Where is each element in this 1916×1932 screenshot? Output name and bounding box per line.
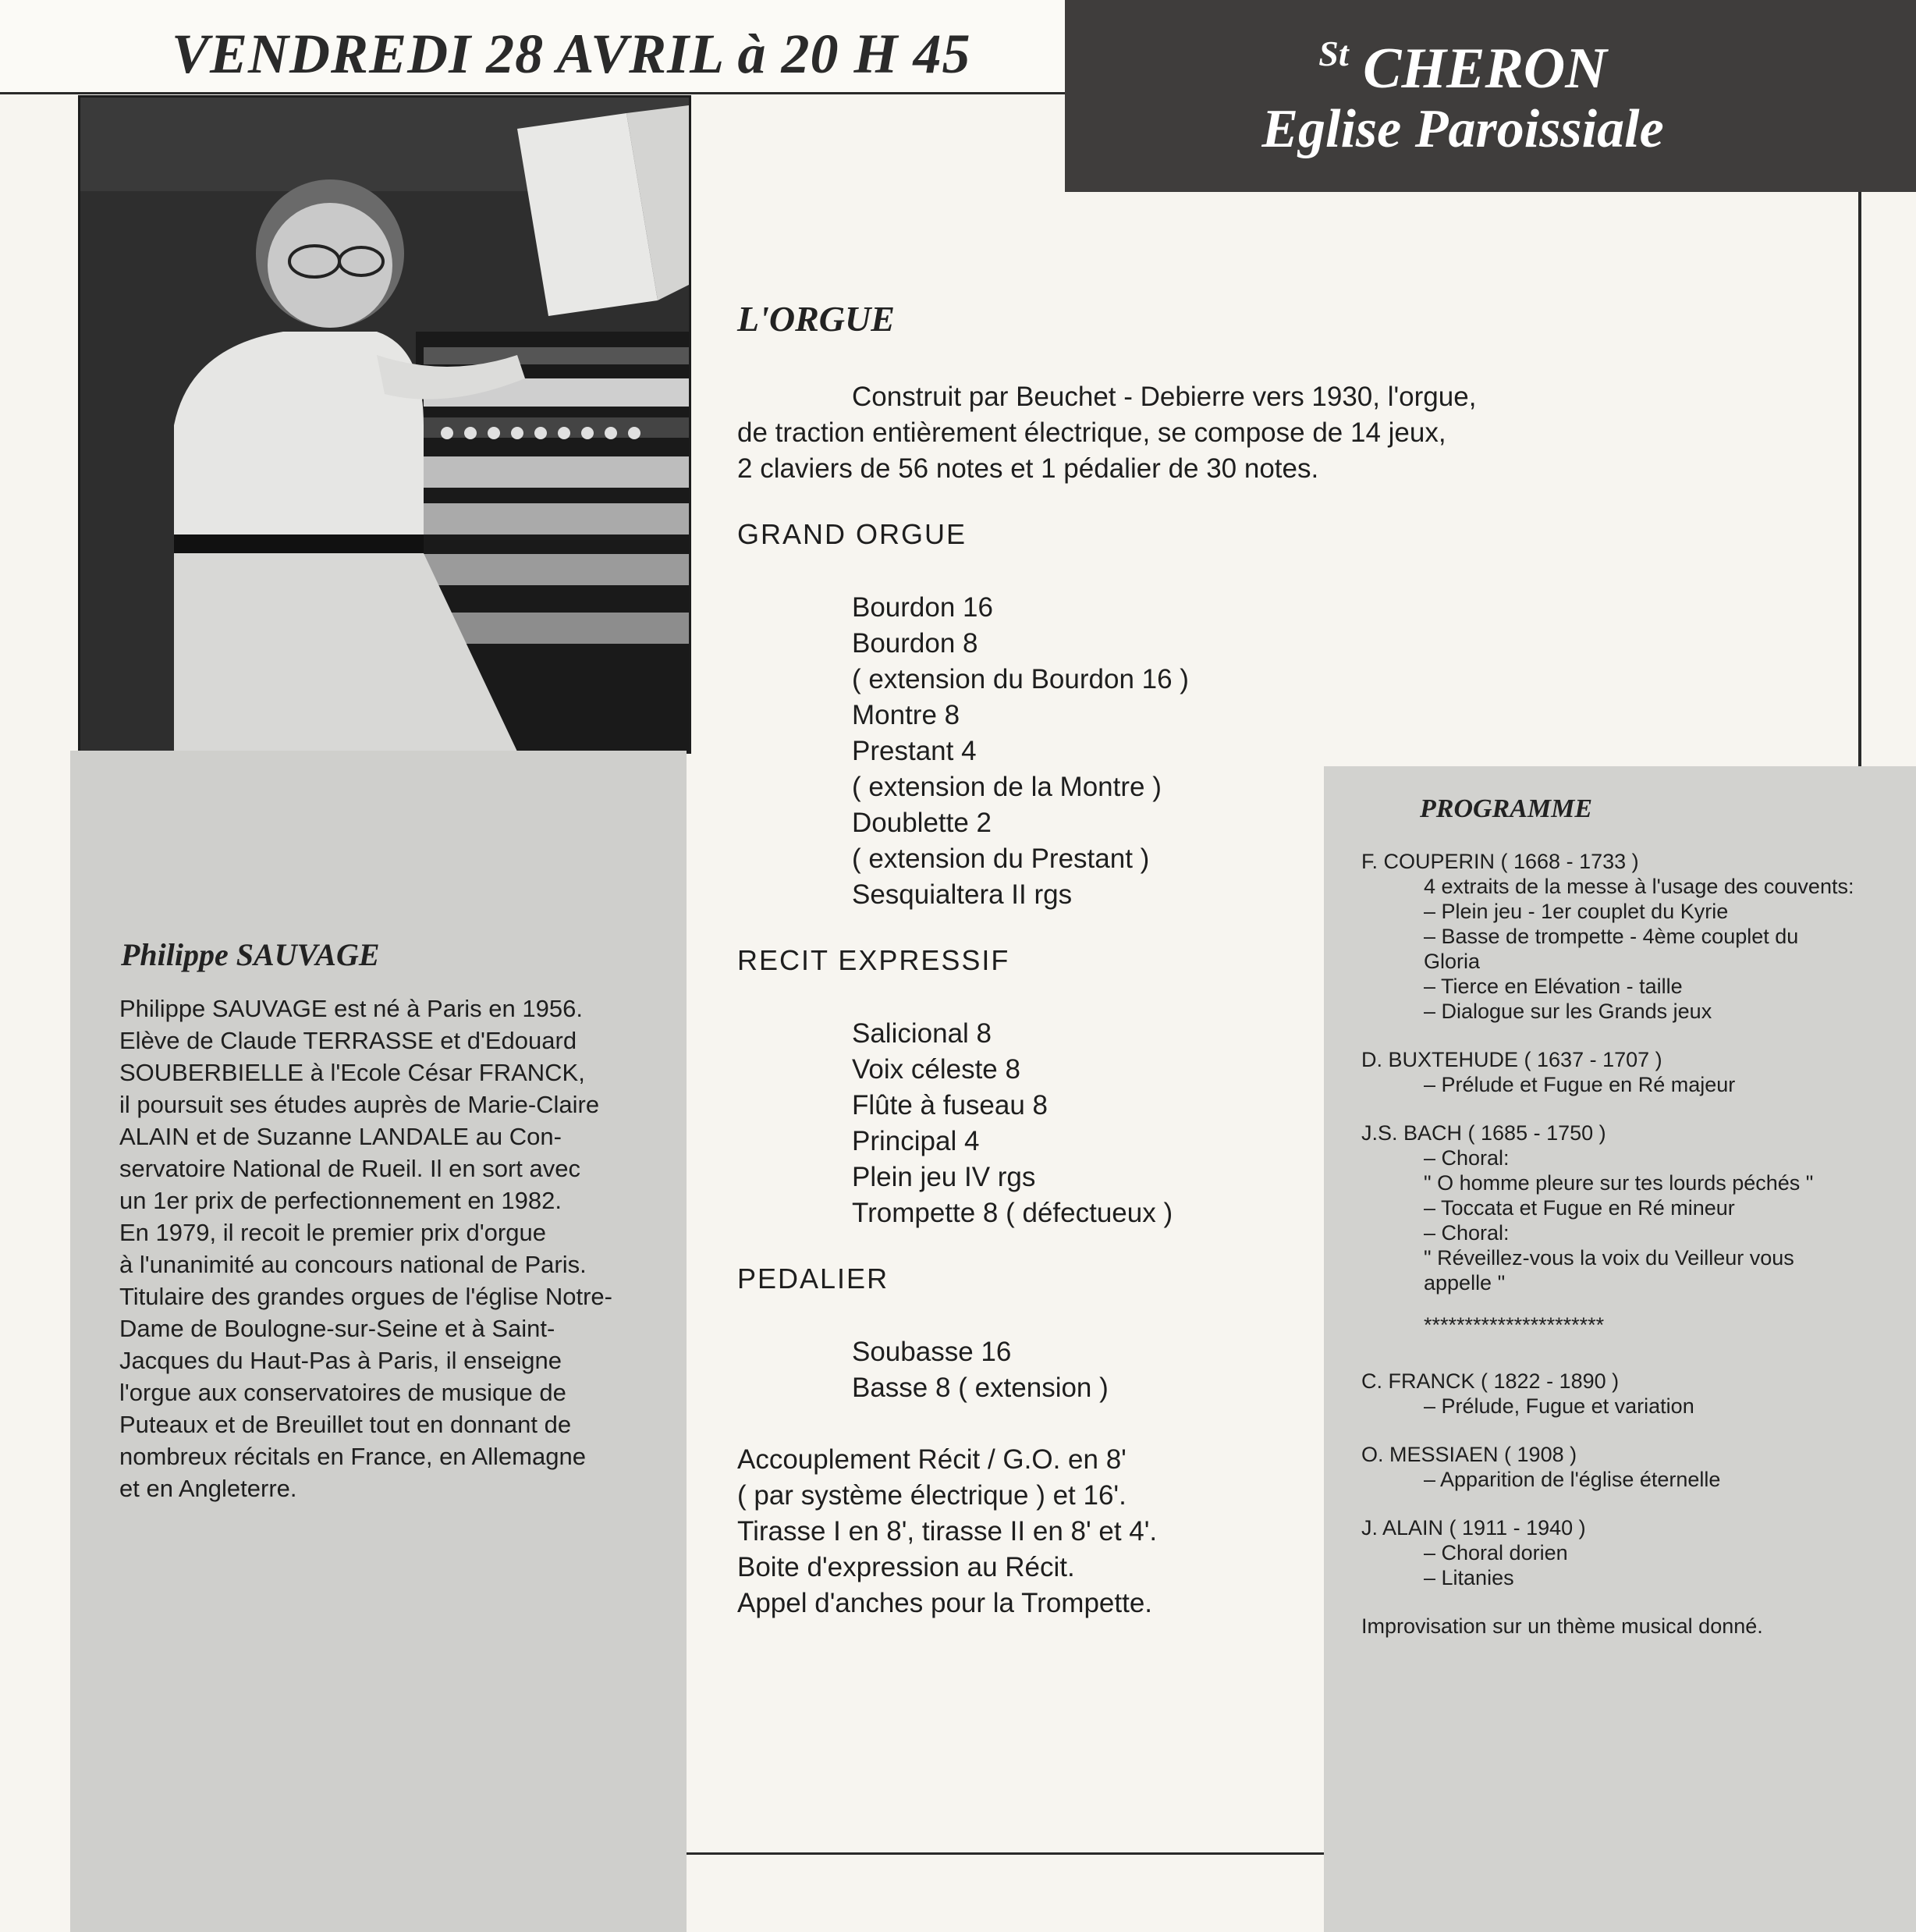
organ-note: Tirasse I en 8', tirasse II en 8' et 4'. [737, 1516, 1158, 1547]
stop-item: Bourdon 8 [852, 628, 978, 659]
programme-item: – Choral dorien [1424, 1541, 1568, 1564]
biography-line: un 1er prix de perfectionnement en 1982. [119, 1187, 562, 1214]
programme-item: – Plein jeu - 1er couplet du Kyrie [1424, 900, 1729, 923]
biography-line: Jacques du Haut-Pas à Paris, il enseigne [119, 1347, 562, 1374]
grand-orgue-heading: GRAND ORGUE [737, 518, 967, 550]
composer-heading: F. COUPERIN ( 1668 - 1733 ) [1361, 850, 1639, 873]
stop-item: Flûte à fuseau 8 [852, 1090, 1048, 1120]
venue-header [1065, 0, 1916, 192]
stop-item: Principal 4 [852, 1126, 980, 1156]
composer-heading: D. BUXTEHUDE ( 1637 - 1707 ) [1361, 1048, 1662, 1071]
organ-note: Boite d'expression au Récit. [737, 1552, 1075, 1582]
stop-item: Soubasse 16 [852, 1337, 1012, 1367]
programme-item: – Toccata et Fugue en Ré mineur [1424, 1196, 1735, 1220]
biography-line: Titulaire des grandes orgues de l'église Notre- [119, 1283, 612, 1310]
organ-intro-line: Construit par Beuchet - Debierre vers 1930, l'orgue, [852, 382, 1477, 412]
programme-item: – Apparition de l'église éternelle [1424, 1468, 1721, 1491]
biography-line: Puteaux et de Breuillet tout en donnant de [119, 1411, 572, 1438]
biography-line: Dame de Boulogne-sur-Seine et à Saint- [119, 1315, 555, 1342]
programme-item: – Basse de trompette - 4ème couplet du [1424, 925, 1799, 948]
frame-line-bottom [685, 1852, 1325, 1855]
biography-line: il poursuit ses études auprès de Marie-Claire [119, 1091, 600, 1118]
recit-heading: RECIT EXPRESSIF [737, 944, 1010, 976]
date-header [0, 0, 1065, 94]
biography-title: Philippe SAUVAGE [121, 937, 380, 972]
programme-list [1361, 849, 1854, 1639]
stop-item: ( extension de la Montre ) [852, 772, 1162, 802]
stop-item: Prestant 4 [852, 736, 977, 766]
stop-item: Bourdon 16 [852, 592, 993, 623]
town-name [1065, 33, 1861, 102]
biography-line: à l'unanimité au concours national de Paris. [119, 1251, 587, 1278]
biography-line: et en Angleterre. [119, 1475, 297, 1502]
biography-line: l'orgue aux conservatoires de musique de [119, 1379, 566, 1406]
programme-closing: Improvisation sur un thème musical donné. [1361, 1614, 1763, 1638]
biography-line: SOUBERBIELLE à l'Ecole César FRANCK, [119, 1059, 585, 1086]
composer-heading: C. FRANCK ( 1822 - 1890 ) [1361, 1369, 1620, 1393]
composer-heading: J.S. BACH ( 1685 - 1750 ) [1361, 1121, 1606, 1145]
programme-item: – Choral: [1424, 1221, 1510, 1245]
stop-item: ( extension du Prestant ) [852, 843, 1150, 874]
concert-date: VENDREDI 28 AVRIL à 20 H 45 [172, 23, 971, 85]
programme-separator: ********************** [1424, 1313, 1605, 1337]
stop-item: Plein jeu IV rgs [852, 1162, 1036, 1192]
frame-line-right [1858, 192, 1861, 769]
stop-item: Voix céleste 8 [852, 1054, 1020, 1085]
programme-item: " Réveillez-vous la voix du Veilleur vous [1424, 1246, 1794, 1270]
biography-line: Elève de Claude TERRASSE et d'Edouard [119, 1027, 577, 1054]
programme-title: PROGRAMME [1420, 794, 1593, 823]
programme-item: – Choral: [1424, 1146, 1510, 1170]
biography-line: En 1979, il recoit le premier prix d'orgue [119, 1219, 546, 1246]
programme-item: – Prélude, Fugue et variation [1424, 1394, 1694, 1418]
organ-note: ( par système électrique ) et 16'. [737, 1480, 1127, 1511]
organ-title: L'ORGUE [737, 299, 895, 339]
stop-item: Salicional 8 [852, 1018, 992, 1049]
stop-item: Sesquialtera II rgs [852, 879, 1073, 910]
organ-note: Accouplement Récit / G.O. en 8' [737, 1444, 1127, 1475]
biography-line: ALAIN et de Suzanne LANDALE au Con- [119, 1123, 562, 1150]
town-prefix: St [1318, 34, 1349, 73]
stop-item: Trompette 8 ( défectueux ) [852, 1198, 1173, 1228]
stop-item: Doublette 2 [852, 808, 992, 838]
programme-item: " O homme pleure sur tes lourds péchés " [1424, 1171, 1814, 1195]
programme-item: 4 extraits de la messe à l'usage des couvents: [1424, 875, 1854, 898]
programme-item: – Litanies [1424, 1566, 1514, 1589]
composer-heading: O. MESSIAEN ( 1908 ) [1361, 1443, 1577, 1466]
town-label: CHERON [1363, 37, 1607, 101]
biography-line: Philippe SAUVAGE est né à Paris en 1956. [119, 995, 583, 1022]
biography-line: servatoire National de Rueil. Il en sort avec [119, 1155, 581, 1182]
stop-item: ( extension du Bourdon 16 ) [852, 664, 1189, 694]
biography-text [119, 993, 681, 1504]
stop-item: Montre 8 [852, 700, 960, 730]
programme-item: – Dialogue sur les Grands jeux [1424, 1000, 1712, 1023]
programme-item: – Tierce en Elévation - taille [1424, 975, 1683, 998]
composer-heading: J. ALAIN ( 1911 - 1940 ) [1361, 1516, 1586, 1540]
venue-name: Eglise Paroissiale [1261, 99, 1664, 159]
stop-item: Basse 8 ( extension ) [852, 1373, 1109, 1403]
programme-item: – Prélude et Fugue en Ré majeur [1424, 1073, 1736, 1096]
biography-line: nombreux récitals en France, en Allemagne [119, 1443, 586, 1470]
organ-note: Appel d'anches pour la Trompette. [737, 1588, 1153, 1618]
organist-photo [78, 95, 691, 754]
programme-item: appelle " [1424, 1271, 1506, 1295]
programme-item: Gloria [1424, 950, 1481, 973]
organ-intro-line: de traction entièrement électrique, se compose de 14 jeux, [737, 417, 1446, 448]
organ-intro-line: 2 claviers de 56 notes et 1 pédalier de 30 notes. [737, 453, 1319, 484]
pedalier-heading: PEDALIER [737, 1263, 889, 1295]
